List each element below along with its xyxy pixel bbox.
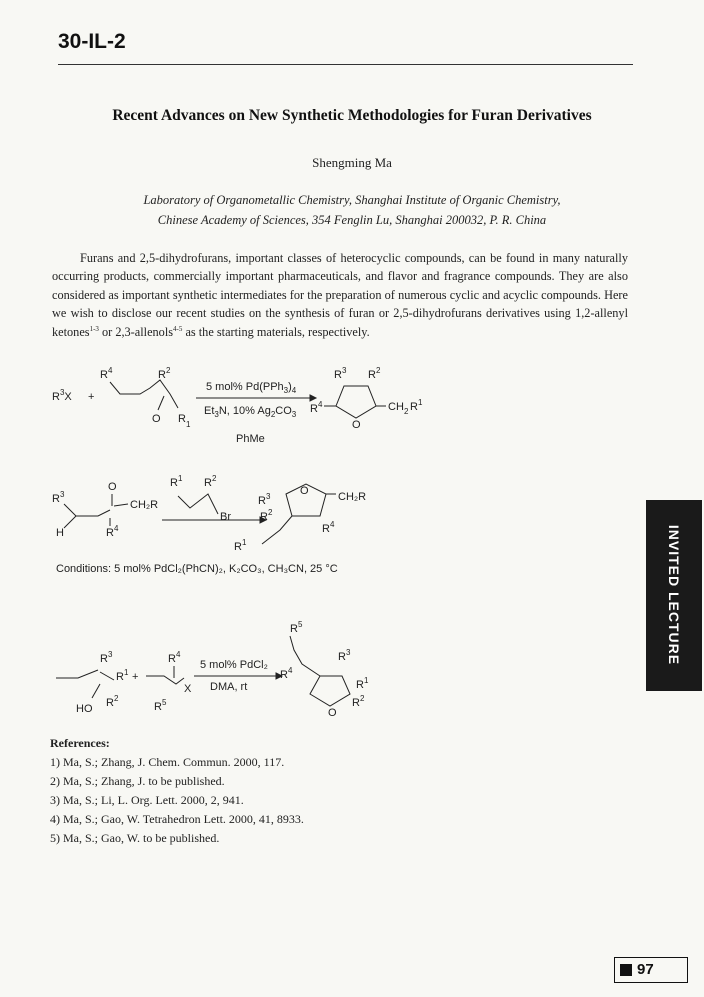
svg-text:4: 4	[330, 520, 335, 529]
svg-text:3: 3	[108, 650, 113, 659]
svg-text:4: 4	[318, 400, 323, 409]
svg-text:R: R	[280, 669, 288, 681]
square-marker-icon	[620, 964, 632, 976]
svg-text:R: R	[158, 369, 166, 381]
invited-lecture-tab	[646, 500, 702, 691]
svg-text:CH: CH	[388, 401, 404, 413]
svg-text:R: R	[100, 369, 108, 381]
svg-text:4: 4	[176, 650, 181, 659]
svg-text:2: 2	[360, 694, 365, 703]
svg-text:R: R	[410, 401, 418, 413]
svg-text:O: O	[328, 707, 337, 719]
abstract-text-2: or 2,3-allenols	[98, 324, 174, 339]
svg-text:3: 3	[346, 648, 351, 657]
svg-text:5 mol% PdCl₂: 5 mol% PdCl₂	[200, 659, 268, 671]
svg-text:R: R	[234, 541, 242, 553]
ref-superscript-1: 1-3	[89, 324, 99, 333]
svg-text:O: O	[152, 413, 161, 425]
svg-text:R: R	[106, 697, 114, 709]
svg-text:R: R	[310, 403, 318, 415]
svg-text:X: X	[184, 683, 192, 695]
ref-superscript-2: 4-5	[173, 324, 183, 333]
svg-text:R: R	[154, 701, 162, 713]
svg-text:O: O	[352, 419, 361, 431]
svg-text:5: 5	[298, 620, 303, 629]
svg-text:4: 4	[288, 666, 293, 675]
svg-text:2: 2	[376, 366, 381, 375]
reaction-scheme-2	[48, 470, 428, 560]
svg-text:DMA, rt: DMA, rt	[210, 681, 248, 693]
svg-text:1: 1	[364, 676, 369, 685]
svg-text:O: O	[300, 485, 309, 497]
svg-text:+: +	[88, 391, 95, 403]
session-code: 30-IL-2	[58, 30, 126, 53]
svg-text:4: 4	[108, 366, 113, 375]
references-heading: References:	[50, 736, 110, 750]
reference-item: 3) Ma, S.; Li, L. Org. Lett. 2000, 2, 941.	[50, 793, 244, 807]
svg-text:2: 2	[166, 366, 171, 375]
svg-text:R: R	[100, 653, 108, 665]
svg-text:2: 2	[404, 407, 409, 416]
svg-text:R: R	[260, 511, 268, 523]
affiliation-line-1: Laboratory of Organometallic Chemistry, Shanghai Institute of Organic Chemistry,	[143, 193, 561, 207]
svg-text:R: R	[334, 369, 342, 381]
svg-text:3: 3	[342, 366, 347, 375]
reference-item: 5) Ma, S.; Gao, W. to be published.	[50, 831, 220, 845]
svg-text:Et3N, 10% Ag2CO3: $Et_3N$, 10% $Ag_2CO_3$	[204, 405, 297, 419]
reference-item: 1) Ma, S.; Zhang, J. Chem. Commun. 2000, 117.	[50, 755, 285, 769]
svg-text:R: R	[52, 493, 60, 505]
svg-text:R: R	[204, 477, 212, 489]
svg-text:O: O	[108, 481, 117, 493]
svg-text:5 mol% Pd(PPh3)4: 5 mol% $Pd(PPh_3)_4$	[206, 381, 297, 395]
svg-text:R: R	[258, 495, 266, 507]
svg-text:5: 5	[162, 698, 167, 707]
reference-item: 4) Ma, S.; Gao, W. Tetrahedron Lett. 2000, 41, 8933.	[50, 812, 304, 826]
svg-text:1: 1	[186, 420, 191, 429]
abstract-text-3: as the starting materials, respectively.	[182, 324, 370, 339]
svg-text:R3X: $R^3X$	[52, 388, 72, 403]
abstract-paragraph	[52, 249, 628, 341]
paper-title: Recent Advances on New Synthetic Methodologies for Furan Derivatives	[112, 107, 592, 124]
page-number: 97	[637, 961, 654, 978]
svg-text:4: 4	[114, 524, 119, 533]
svg-text:R: R	[290, 623, 298, 635]
svg-text:2: 2	[212, 474, 217, 483]
svg-text:R: R	[322, 523, 330, 535]
abstract-text-1: Furans and 2,5-dihydrofurans, important classes of heterocyclic compounds, can be found in many naturally occurring products, commercially important pharmaceuticals, and flavor and fragrance compounds. They are also considered as important synthetic intermediates for the preparation of numerous cyclic and acyclic compounds. Here we wish to disclose our recent studies on the synthesis of furan or 2,5-dihydrofurans derivatives using 1,2-allenyl ketones	[52, 251, 628, 339]
svg-text:1: 1	[242, 538, 247, 547]
page-number-box	[614, 957, 688, 983]
reaction-scheme-1	[48, 360, 448, 460]
svg-text:HO: HO	[76, 703, 93, 715]
scheme-2-conditions: Conditions: 5 mol% PdCl₂(PhCN)₂, K₂CO₃, CH₃CN, 25 °C	[56, 563, 338, 575]
svg-text:+: +	[132, 671, 139, 683]
svg-text:1: 1	[178, 474, 183, 483]
svg-text:R: R	[168, 653, 176, 665]
header-rule	[58, 64, 633, 65]
svg-text:R: R	[178, 413, 186, 425]
svg-text:Br: Br	[220, 511, 231, 523]
svg-text:R: R	[170, 477, 178, 489]
reference-item: 2) Ma, S.; Zhang, J. to be published.	[50, 774, 225, 788]
svg-text:R: R	[356, 679, 364, 691]
svg-text:R: R	[338, 651, 346, 663]
svg-text:1: 1	[124, 668, 129, 677]
affiliation-line-2: Chinese Academy of Sciences, 354 Fenglin Lu, Shanghai 200032, P. R. China	[157, 213, 547, 227]
svg-text:R: R	[106, 527, 114, 539]
svg-text:CH₂R: CH₂R	[338, 491, 367, 503]
svg-text:2: 2	[114, 694, 119, 703]
svg-text:R: R	[352, 697, 360, 709]
svg-text:3: 3	[60, 490, 65, 499]
svg-text:3: 3	[266, 492, 271, 501]
author-name: Shengming Ma	[312, 155, 392, 170]
svg-text:R: R	[116, 671, 124, 683]
svg-text:CH₂R: CH₂R	[130, 499, 159, 511]
svg-text:H: H	[56, 527, 64, 539]
svg-text:1: 1	[418, 398, 423, 407]
reaction-scheme-3	[48, 620, 408, 720]
svg-text:R: R	[368, 369, 376, 381]
svg-text:2: 2	[268, 508, 273, 517]
side-tab-label: INVITED LECTURE	[666, 524, 682, 666]
svg-text:PhMe: PhMe	[236, 433, 265, 445]
